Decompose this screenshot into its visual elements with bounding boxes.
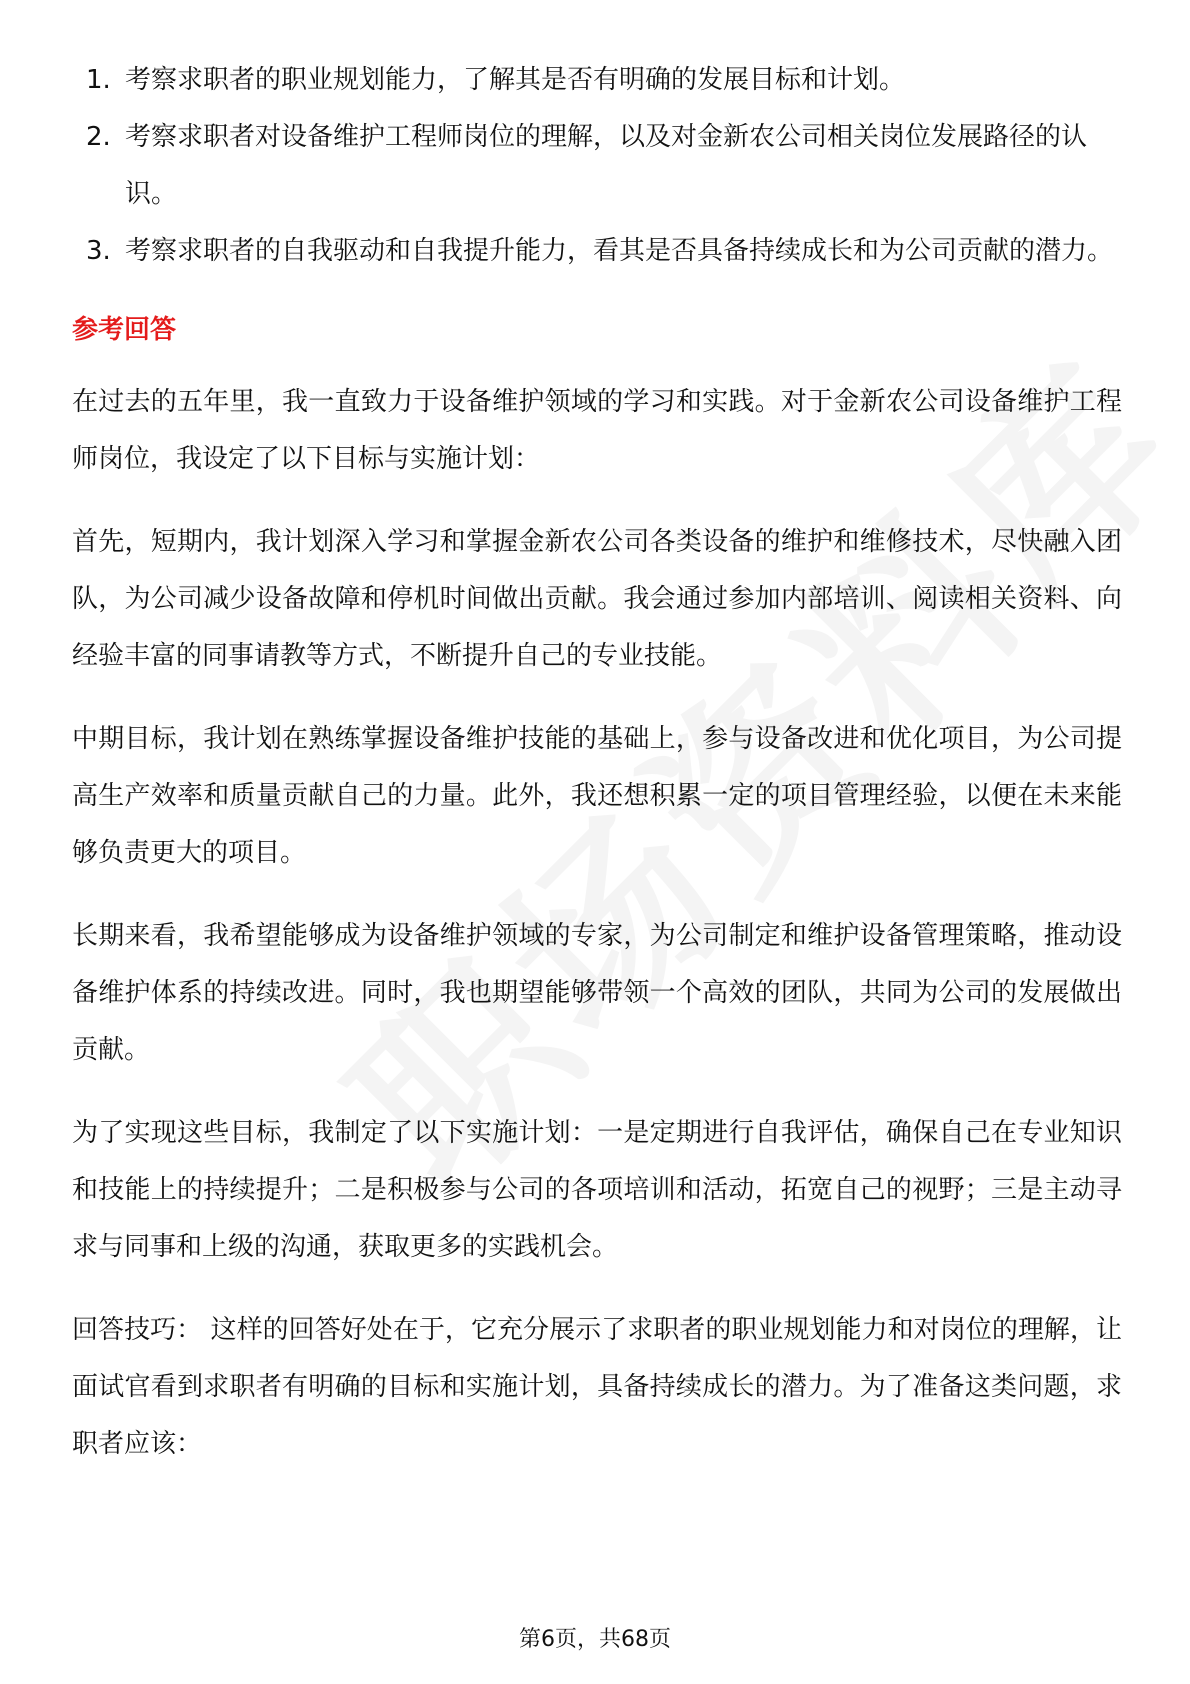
paragraph-plan: 为了实现这些目标，我制定了以下实施计划：一是定期进行自我评估，确保自己在专业知识和技能上的持续提升；二是积极参与公司的各项培训和活动，拓宽自己的视野；三是主动寻求与同事和上级的沟通，获取更多的实践机会。 [72, 1118, 1122, 1262]
goals-list [72, 52, 1122, 280]
list-item [72, 109, 1122, 223]
list-item-text: 考察求职者的职业规划能力，了解其是否有明确的发展目标和计划。 [125, 65, 906, 95]
list-item-text: 考察求职者的自我驱动和自我提升能力，看其是否具备持续成长和为公司贡献的潜力。 [125, 236, 1114, 266]
page-number: 第6页，共68页 [519, 1627, 671, 1652]
page-content [72, 52, 1122, 1473]
paragraph-mid-term: 中期目标，我计划在熟练掌握设备维护技能的基础上，参与设备改进和优化项目，为公司提高生产效率和质量贡献自己的力量。此外，我还想积累一定的项目管理经验，以便在未来能够负责更大的项目。 [72, 724, 1122, 868]
paragraph-short-term: 首先，短期内，我计划深入学习和掌握金新农公司各类设备的维护和维修技术，尽快融入团队，为公司减少设备故障和停机时间做出贡献。我会通过参加内部培训、阅读相关资料、向经验丰富的同事请教等方式，不断提升自己的专业技能。 [72, 527, 1122, 671]
answer-heading: 参考回答 [72, 315, 177, 345]
paragraph-intro: 在过去的五年里，我一直致力于设备维护领域的学习和实践。对于金新农公司设备维护工程师岗位，我设定了以下目标与实施计划： [72, 387, 1122, 474]
paragraph-long-term: 长期来看，我希望能够成为设备维护领域的专家，为公司制定和维护设备管理策略，推动设备维护体系的持续改进。同时，我也期望能够带领一个高效的团队，共同为公司的发展做出贡献。 [72, 921, 1122, 1065]
list-item-number: 2. [86, 122, 111, 152]
list-item [72, 52, 1122, 109]
list-item-number: 1. [86, 65, 111, 95]
list-item [72, 223, 1122, 280]
list-item-number: 3. [86, 236, 111, 266]
paragraph-tips: 回答技巧： 这样的回答好处在于，它充分展示了求职者的职业规划能力和对岗位的理解，让面试官看到求职者有明确的目标和实施计划，具备持续成长的潜力。为了准备这类问题，求职者应该： [72, 1315, 1122, 1459]
list-item-text: 考察求职者对设备维护工程师岗位的理解，以及对金新农公司相关岗位发展路径的认识。 [125, 122, 1088, 209]
